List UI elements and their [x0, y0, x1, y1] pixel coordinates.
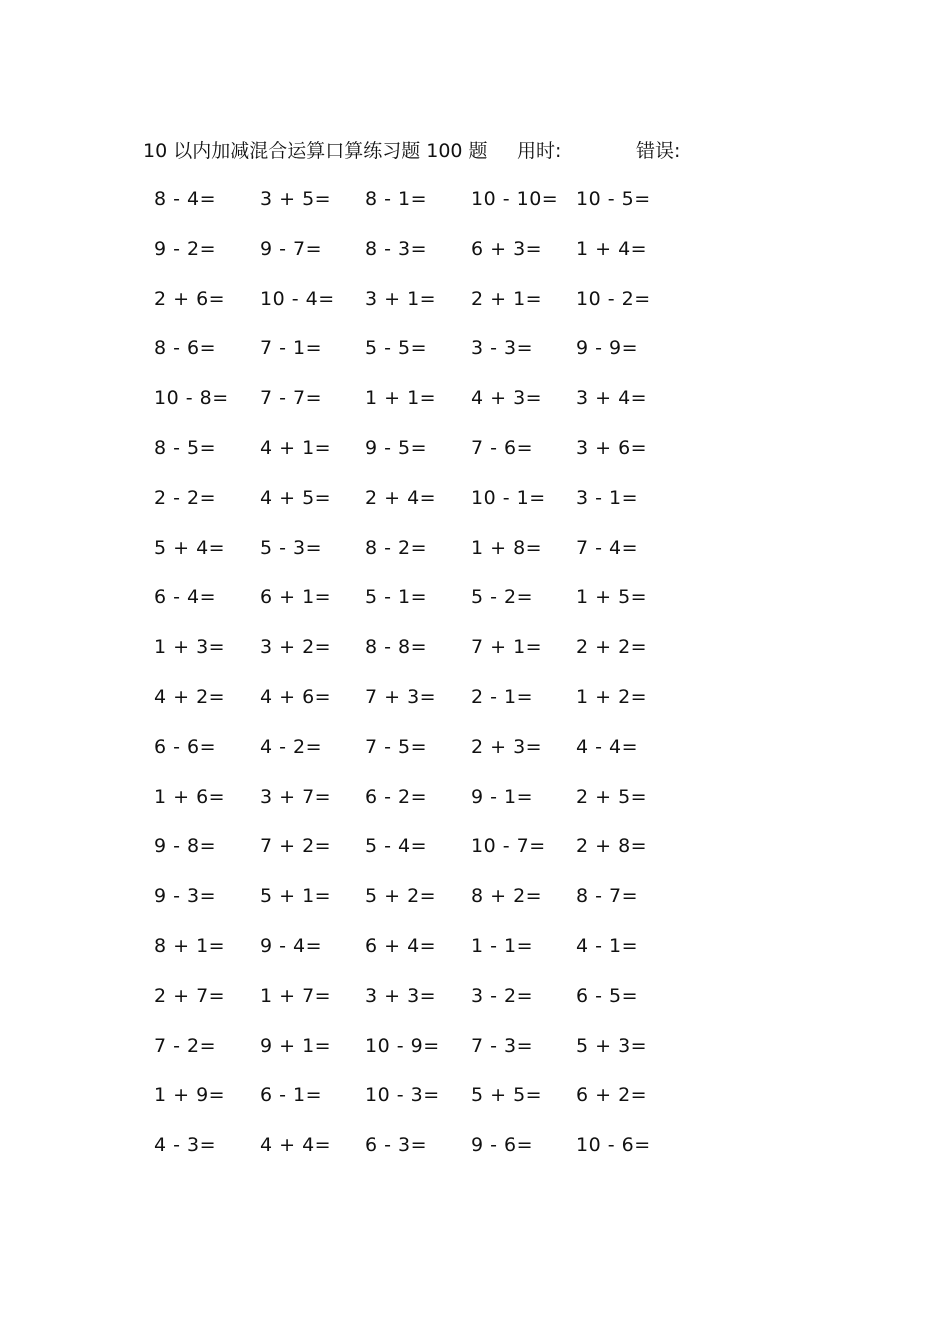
math-problem: 8 + 1=	[154, 934, 226, 957]
math-problem: 8 - 3=	[365, 237, 428, 260]
math-problem: 9 - 2=	[154, 237, 217, 260]
problem-row	[0, 323, 950, 373]
math-problem: 5 + 4=	[154, 536, 226, 559]
math-problem: 10 - 9=	[365, 1034, 440, 1057]
math-problem: 5 + 5=	[471, 1084, 543, 1107]
math-problem: 4 - 4=	[576, 735, 639, 758]
math-problem: 2 + 7=	[154, 984, 226, 1007]
math-problem: 1 + 5=	[576, 586, 648, 609]
problem-row	[0, 772, 950, 822]
problem-row	[0, 423, 950, 473]
math-problem: 4 - 1=	[576, 934, 639, 957]
math-problem: 10 - 5=	[576, 188, 651, 210]
problem-row	[0, 473, 950, 523]
math-problem: 10 - 6=	[576, 1134, 651, 1157]
math-problem: 6 - 2=	[365, 785, 428, 808]
math-problem: 6 + 4=	[365, 934, 437, 957]
math-problem: 3 + 4=	[576, 387, 648, 410]
math-problem: 6 - 4=	[154, 586, 217, 609]
math-problem: 10 - 4=	[260, 287, 335, 310]
math-problem: 10 - 3=	[365, 1084, 440, 1107]
math-problem: 1 + 7=	[260, 984, 332, 1007]
math-problem: 6 + 2=	[576, 1084, 648, 1107]
math-problem: 7 - 1=	[260, 337, 323, 360]
math-problem: 9 - 7=	[260, 237, 323, 260]
math-problem: 9 - 6=	[471, 1134, 534, 1157]
math-problem: 7 - 3=	[471, 1034, 534, 1057]
math-problem: 10 - 1=	[471, 486, 546, 509]
math-problem: 9 - 8=	[154, 835, 217, 858]
math-problem: 4 + 5=	[260, 486, 332, 509]
math-problem: 2 + 5=	[576, 785, 648, 808]
math-problem: 8 - 8=	[365, 636, 428, 659]
math-problem: 5 - 3=	[260, 536, 323, 559]
math-problem: 2 + 4=	[365, 486, 437, 509]
math-problem: 4 + 3=	[471, 387, 543, 410]
math-problem: 8 - 2=	[365, 536, 428, 559]
math-problem: 7 + 1=	[471, 636, 543, 659]
problem-row	[0, 1120, 950, 1170]
math-problem: 5 - 5=	[365, 337, 428, 360]
math-problem: 5 + 2=	[365, 885, 437, 908]
math-problem: 10 - 8=	[154, 387, 229, 410]
math-problem: 6 + 1=	[260, 586, 332, 609]
math-problem: 2 - 1=	[471, 685, 534, 708]
math-problem: 9 + 1=	[260, 1034, 332, 1057]
math-problem: 1 + 3=	[154, 636, 226, 659]
math-problem: 1 + 1=	[365, 387, 437, 410]
math-problem: 10 - 7=	[471, 835, 546, 858]
worksheet-title: 10 以内加减混合运算口算练习题 100 题	[143, 140, 488, 162]
math-problem: 8 - 7=	[576, 885, 639, 908]
math-problem: 7 - 5=	[365, 735, 428, 758]
math-problem: 3 - 3=	[471, 337, 534, 360]
math-problem: 1 + 4=	[576, 237, 648, 260]
math-problem: 8 - 4=	[154, 188, 217, 210]
problem-grid	[0, 174, 950, 1170]
time-label: 用时:	[517, 140, 562, 162]
math-problem: 6 - 5=	[576, 984, 639, 1007]
math-problem: 5 + 3=	[576, 1034, 648, 1057]
math-problem: 2 + 3=	[471, 735, 543, 758]
math-problem: 4 + 1=	[260, 436, 332, 459]
problem-row	[0, 274, 950, 324]
problem-row	[0, 572, 950, 622]
math-problem: 10 - 10=	[471, 188, 559, 210]
math-problem: 4 + 4=	[260, 1134, 332, 1157]
math-problem: 10 - 2=	[576, 287, 651, 310]
math-problem: 2 - 2=	[154, 486, 217, 509]
math-problem: 8 - 5=	[154, 436, 217, 459]
math-problem: 3 - 2=	[471, 984, 534, 1007]
math-problem: 6 - 6=	[154, 735, 217, 758]
problem-row	[0, 672, 950, 722]
math-problem: 7 + 3=	[365, 685, 437, 708]
math-problem: 8 - 1=	[365, 188, 428, 210]
math-problem: 2 + 1=	[471, 287, 543, 310]
problem-row	[0, 821, 950, 871]
math-problem: 9 - 4=	[260, 934, 323, 957]
math-problem: 2 + 8=	[576, 835, 648, 858]
math-problem: 2 + 6=	[154, 287, 226, 310]
math-problem: 4 + 6=	[260, 685, 332, 708]
math-problem: 9 - 5=	[365, 436, 428, 459]
math-problem: 6 - 3=	[365, 1134, 428, 1157]
problem-row	[0, 523, 950, 573]
math-problem: 7 - 7=	[260, 387, 323, 410]
math-problem: 7 - 4=	[576, 536, 639, 559]
problem-row	[0, 1021, 950, 1071]
problem-row	[0, 921, 950, 971]
math-problem: 7 + 2=	[260, 835, 332, 858]
math-problem: 3 + 1=	[365, 287, 437, 310]
math-problem: 5 + 1=	[260, 885, 332, 908]
math-problem: 1 + 8=	[471, 536, 543, 559]
math-problem: 1 + 6=	[154, 785, 226, 808]
math-problem: 7 - 2=	[154, 1034, 217, 1057]
math-problem: 1 - 1=	[471, 934, 534, 957]
math-problem: 4 - 2=	[260, 735, 323, 758]
math-problem: 3 + 6=	[576, 436, 648, 459]
math-problem: 4 + 2=	[154, 685, 226, 708]
math-problem: 4 - 3=	[154, 1134, 217, 1157]
math-problem: 3 - 1=	[576, 486, 639, 509]
math-problem: 5 - 4=	[365, 835, 428, 858]
math-problem: 9 - 1=	[471, 785, 534, 808]
math-problem: 8 - 6=	[154, 337, 217, 360]
math-problem: 6 - 1=	[260, 1084, 323, 1107]
problem-row	[0, 722, 950, 772]
problem-row	[0, 971, 950, 1021]
math-problem: 7 - 6=	[471, 436, 534, 459]
math-problem: 8 + 2=	[471, 885, 543, 908]
problem-row	[0, 1070, 950, 1120]
math-problem: 3 + 5=	[260, 188, 332, 210]
math-problem: 3 + 7=	[260, 785, 332, 808]
math-problem: 1 + 9=	[154, 1084, 226, 1107]
math-problem: 5 - 2=	[471, 586, 534, 609]
math-problem: 1 + 2=	[576, 685, 648, 708]
problem-row	[0, 373, 950, 423]
math-problem: 9 - 3=	[154, 885, 217, 908]
math-problem: 3 + 2=	[260, 636, 332, 659]
problem-row	[0, 622, 950, 672]
problem-row	[0, 174, 950, 224]
math-problem: 5 - 1=	[365, 586, 428, 609]
math-problem: 2 + 2=	[576, 636, 648, 659]
math-problem: 9 - 9=	[576, 337, 639, 360]
math-problem: 6 + 3=	[471, 237, 543, 260]
math-problem: 3 + 3=	[365, 984, 437, 1007]
error-label: 错误:	[636, 140, 681, 162]
problem-row	[0, 871, 950, 921]
problem-row	[0, 224, 950, 274]
